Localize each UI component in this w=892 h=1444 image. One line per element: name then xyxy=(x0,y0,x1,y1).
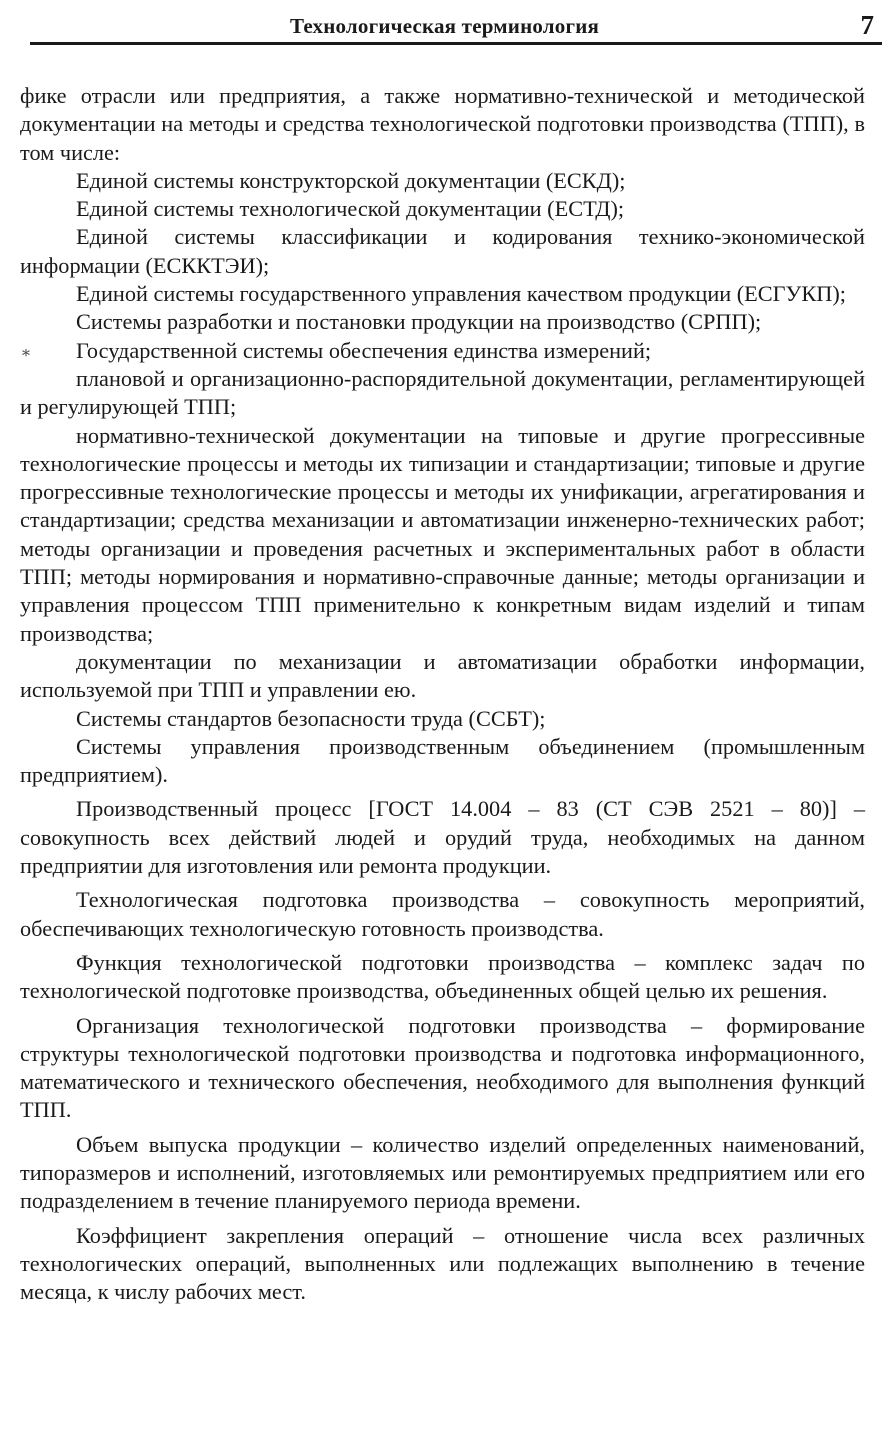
paragraph: Организация технологической подготовки производства – формирование структуры технологической подготовки производства и подготовка информационного, математического и технического обеспечения, необходимого для выполнения функций ТПП. xyxy=(20,1012,865,1123)
margin-mark: * xyxy=(22,346,30,365)
paragraph: Коэффициент закрепления операций – отношение числа всех различных технологических операций, выполненных или подлежащих выполнению в течение месяца, к числу рабочих мест. xyxy=(20,1222,865,1305)
paragraph: нормативно-технической документации на типовые и другие прогрессивные технологические процессы и методы их типизации и стандартизации; типовые и другие прогрессивные технологические процессы и методы их унификации, агрегатирования и стандартизации; средства механизации и автоматизации инженерно-технических работ; методы организации и проведения расчетных и экспериментальных работ в области ТПП; методы нормирования и нормативно-справочные данные; методы организации и управления процессом ТПП применительно к конкретным видам изделий и типам производства; xyxy=(20,422,865,646)
running-header-title: Технологическая терминология xyxy=(290,14,600,38)
paragraph: Системы стандартов безопасности труда (ССБТ); xyxy=(76,705,546,731)
paragraph: Системы управления производственным объединением (промышленным предприятием). xyxy=(20,733,865,788)
paragraph: фике отрасли или предприятия, а также нормативно-технической и методической документации на методы и средства технологической подготовки производства (ТПП), в том числе: xyxy=(20,83,865,165)
page-number: 7 xyxy=(860,10,874,40)
paragraph: Объем выпуска продукции – количество изделий определенных наименований, типоразмеров и исполнений, изготовляемых или ремонтируемых предприятием или его подразделением в течение планируемого периода времени. xyxy=(20,1131,865,1214)
paragraph: Единой системы конструкторской документации (ЕСКД); xyxy=(76,167,626,193)
paragraph: Технологическая подготовка производства – совокупность мероприятий, обеспечивающих технологическую готовность производства. xyxy=(20,887,865,941)
running-header xyxy=(30,8,882,44)
paragraph: Производственный процесс [ГОСТ 14.004 – 83 (СТ СЭВ 2521 – 80)] – совокупность всех действий людей и орудий труда, необходимых на данном предприятии для изготовления или ремонта продукции. xyxy=(20,796,865,879)
paragraph: Системы разработки и постановки продукции на производство (СРПП); xyxy=(76,309,762,335)
paragraph: плановой и организационно-распорядительной документации, регламентирующей и регулирующей ТПП; xyxy=(20,365,865,420)
paragraph: документации по механизации и автоматизации обработки информации, используемой при ТПП и управлении ею. xyxy=(20,648,865,703)
paragraph: Функция технологической подготовки производства – комплекс задач по технологической подготовке производства, объединенных общей целью их решения. xyxy=(20,949,865,1004)
paragraph: Государственной системы обеспечения единства измерений; xyxy=(76,337,652,363)
paragraph: Единой системы государственного управления качеством продукции (ЕСГУКП); xyxy=(76,281,846,307)
paragraph: Единой системы классификации и кодирования технико-экономической информации (ЕСККТЭИ); xyxy=(20,224,865,278)
body-text xyxy=(20,82,865,1306)
paragraph: Единой системы технологической документации (ЕСТД); xyxy=(76,196,625,222)
header-rule xyxy=(30,42,882,45)
